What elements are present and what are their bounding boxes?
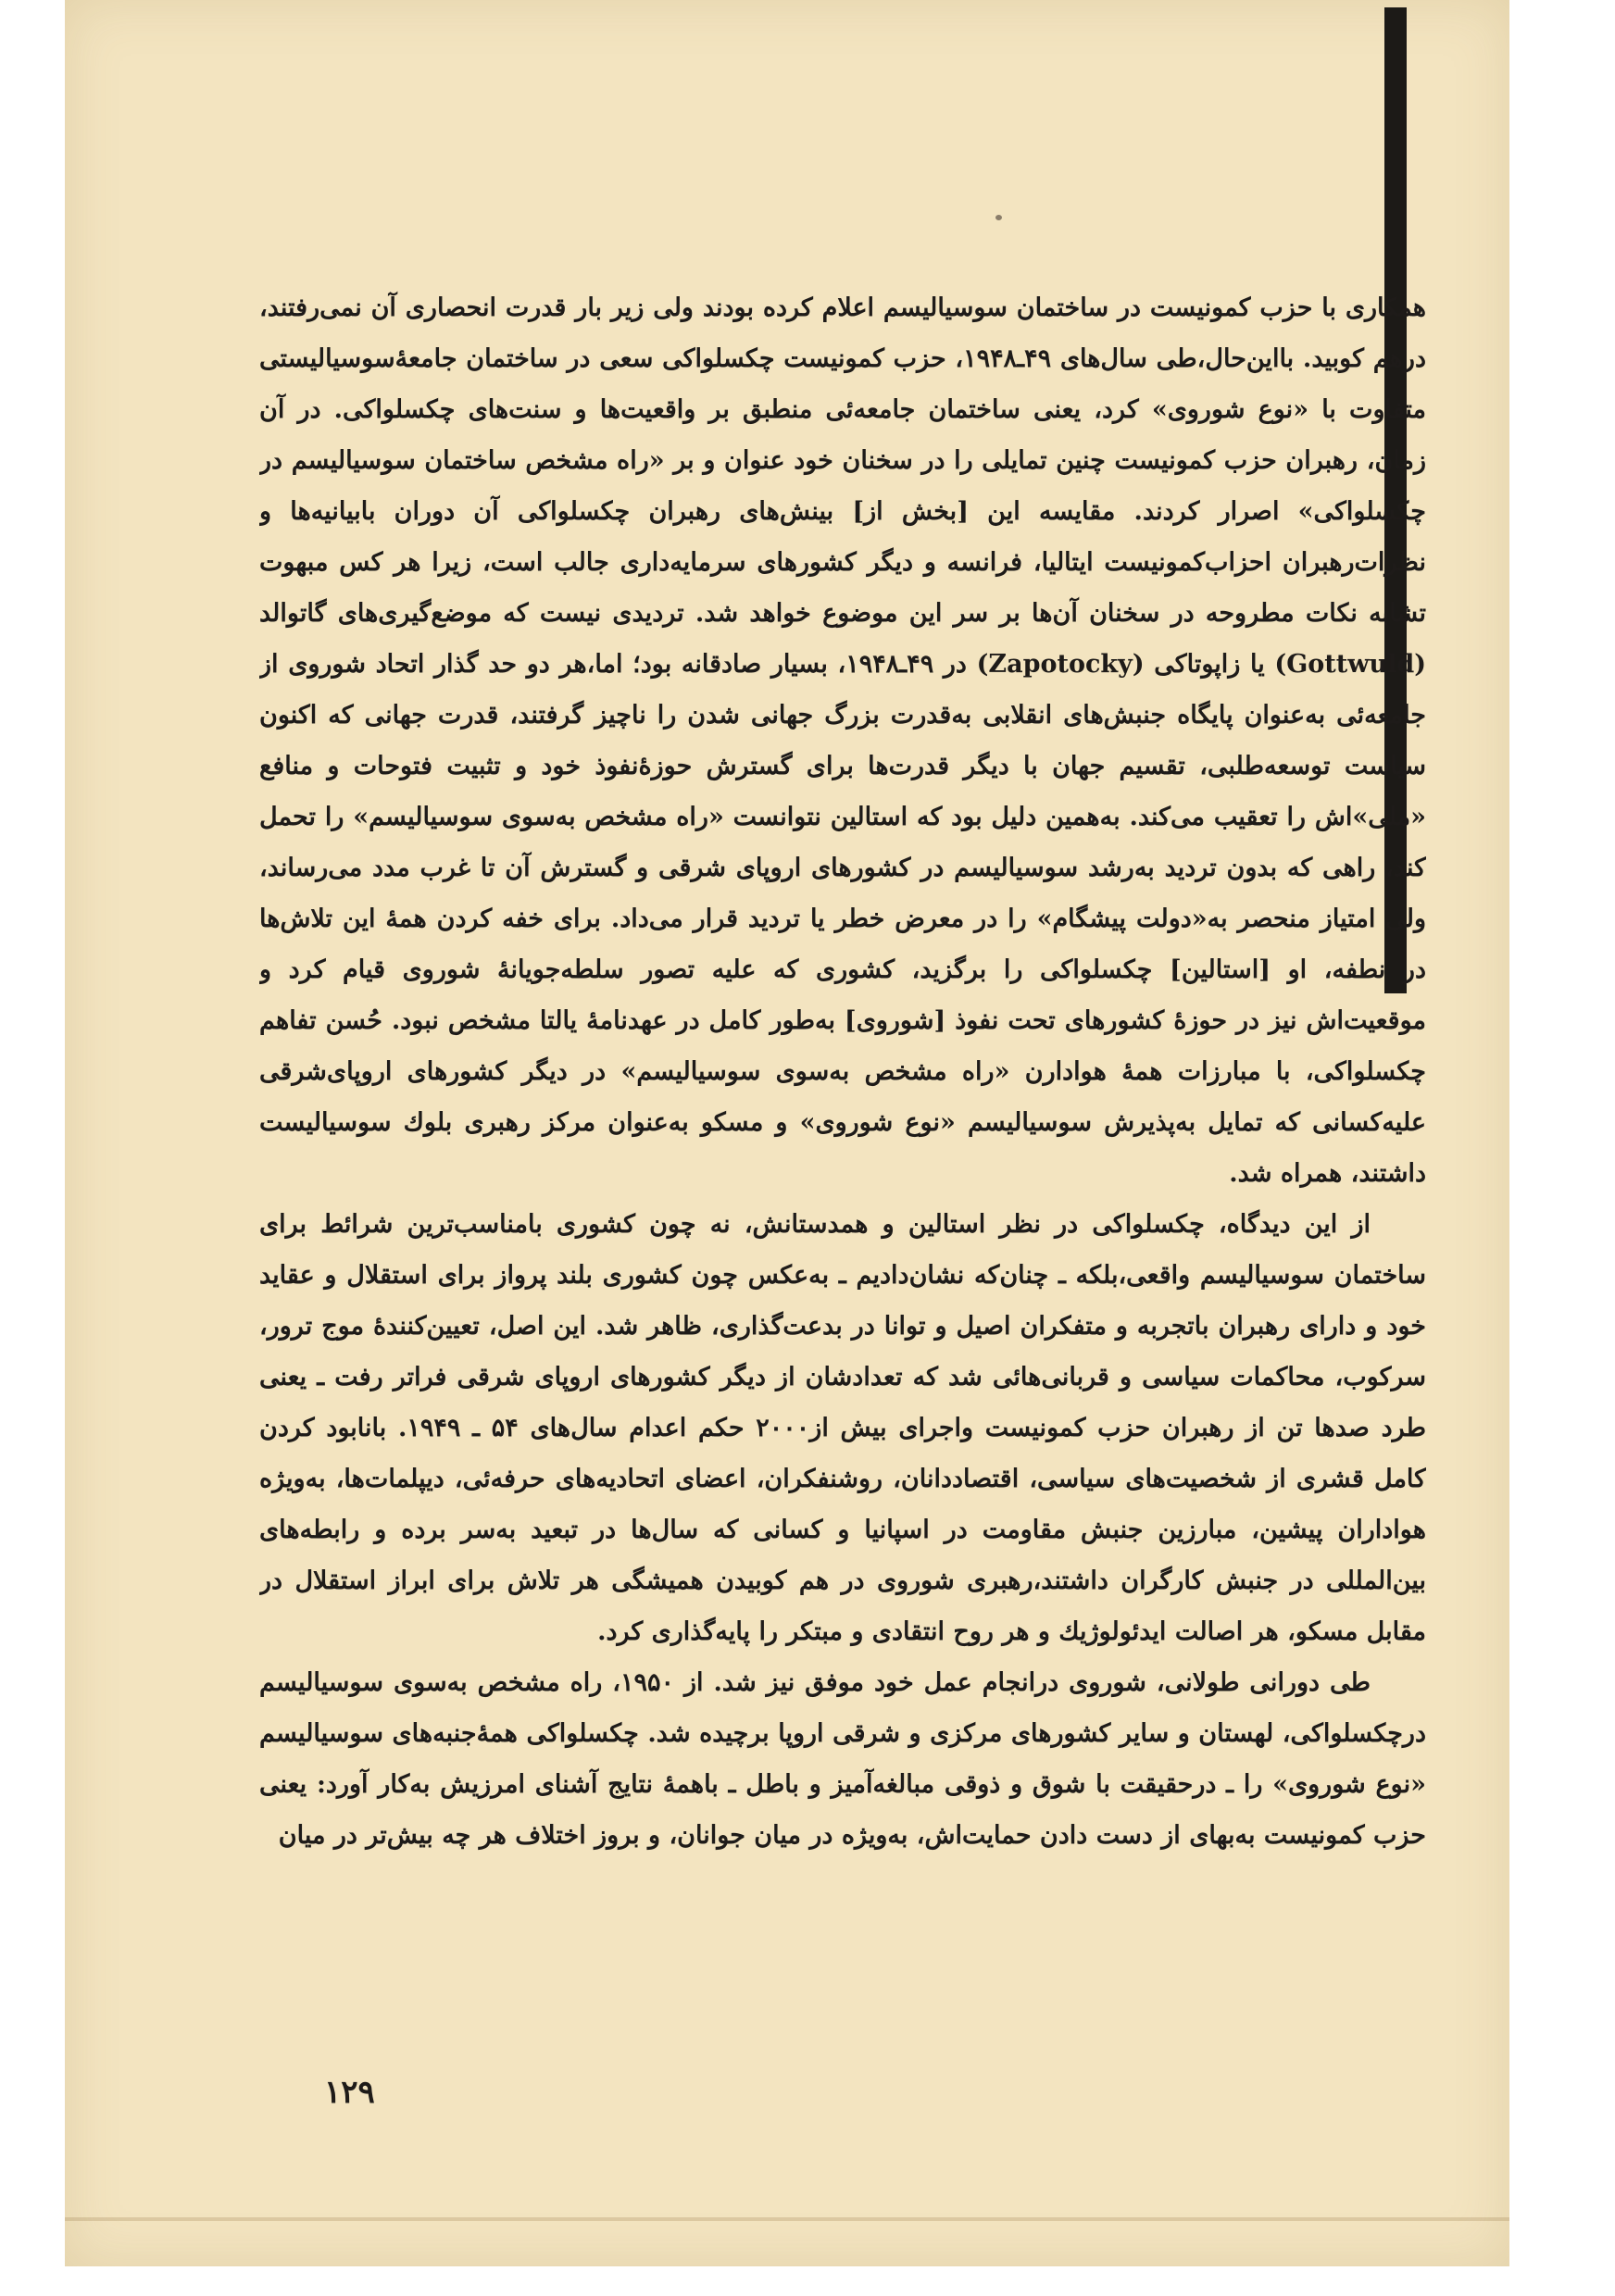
paragraph: همکاری با حزب کمونیست در ساختمان سوسیالیسم اعلام کرده بودند ولی زیر بار قدرت انحصاری آن نمی‌رفتند، درهم کوبید. بااین‌حال،طی سال‌های ۴۹ـ۱۹۴۸، حزب کمونیست چکسلواکی سعی در ساختمان جامعهٔ‌سوسیالیستی متفاوت با «نوع شوروی» کرد، یعنی ساختمان جامعه‌ئی منطبق بر واقعیت‌ها و سنت‌های چکسلواکی. در آن زمان، رهبران حزب کمونیست چنین تمایلی را در سخنان خود عنوان و بر «راه مشخص ساختمان سوسیالیسم در چکسلواکی» اصرار کردند. مقایسه این [بخش از] بینش‌های رهبران چکسلواکی آن دوران بابیانیه‌ها و نظرات‌رهبران احزاب‌کمونیست ایتالیا، فرانسه و دیگر کشورهای سرمایه‌داری جالب است، زیرا هر کس مبهوت تشابه نکات مطروحه در سخنان آن‌ها بر سر این موضوع خواهد شد. تردیدی نیست که موضع‌گیری‌های گاتوالد (Gottwuld) یا زاپوتاکی (Zapotocky) در ۴۹ـ۱۹۴۸، بسیار صادقانه بود؛ اما،هر دو حد گذار اتحاد شوروی از جامعه‌ئی به‌عنوان پایگاه جنبش‌های انقلابی به‌قدرت بزرگ جهانی شدن را ناچیز گرفتند، قدرت جهانی که اکنون سیاست توسعه‌طلبی، تقسیم جهان با دیگر قدرت‌ها برای گسترش حوزهٔ‌نفوذ خود و تثبیت فتوحات و منافع «ملی»اش را تعقیب می‌کند. به‌همین دلیل بود که استالین نتوانست «راه مشخص به‌سوی سوسیالیسم» را تحمل کند، راهی که بدون تردید به‌رشد سوسیالیسم در کشورهای اروپای شرقی و گسترش آن تا غرب مدد می‌رساند، ولی امتیاز منحصر به«دولت پیشگام» را در معرض خطر یا تردید قرار می‌داد. برای خفه کردن همهٔ این تلاش‌ها در نطفه، او [استالین] چکسلواکی را برگزید، کشوری که علیه تصور سلطه‌جویانهٔ شوروی قیام کرد و موقعیت‌اش نیز در حوزهٔ کشورهای تحت نفوذ [شوروی] به‌طور کامل در عهدنامهٔ یالتا مشخص نبود. حُسن تفاهم چکسلواکی، با مبارزات همهٔ هوادارن «راه مشخص به‌سوی سوسیالیسم» در دیگر کشورهای اروپای‌شرقی علیه‌کسانی که تمایل به‌پذیرش سوسیالیسم «نوع شوروی» و مسکو به‌عنوان مرکز رهبری بلوك سوسیالیست داشتند، همراه شد. xyxy=(259,293,1426,1188)
page-number: ۱۲۹ xyxy=(324,2074,375,2111)
scanned-page xyxy=(65,0,1509,2266)
body-text xyxy=(259,282,1426,2143)
paragraph: از این دیدگاه، چکسلواکی در نظر استالین و همدستانش، نه چون کشوری بامناسب‌ترین شرائط برای ساختمان سوسیالیسم واقعی،بلکه ـ چنان‌که نشان‌دادیم ـ به‌عکس چون کشوری بلند پرواز برای استقلال و عقاید خود و دارای رهبران باتجربه و متفکران اصیل و توانا در بدعت‌گذاری، ظاهر شد. این اصل، تعیین‌کنندهٔ موج ترور، سرکوب، محاکمات سیاسی و قربانی‌هائی شد که تعدادشان از دیگر کشورهای اروپای شرقی فراتر رفت ـ یعنی طرد صدها تن از رهبران حزب کمونیست واجرای بیش از۲۰۰۰ حکم اعدام سال‌های ۵۴ ـ ۱۹۴۹. بانابود کردن کامل قشری از شخصیت‌های سیاسی، اقتصاددانان، روشنفکران، اعضای اتحادیه‌های حرفه‌ئی، دیپلمات‌ها، به‌ویژه هواداران پیشین، مبارزین جنبش مقاومت در اسپانیا و کسانی که سال‌ها در تبعید به‌سر برده و رابطه‌های بین‌المللی در جنبش کارگران داشتند،رهبری شوروی در هم کوبیدن همیشگی هر تلاش برای ابراز استقلال در مقابل مسکو، هر اصالت ایدئولوژیك و هر روح انتقادی و مبتکر را پایه‌گذاری کرد. xyxy=(259,1210,1426,1646)
ink-speck xyxy=(995,215,1002,220)
paragraph: طی دورانی طولانی، شوروی درانجام عمل خود موفق نیز شد. از ۱۹۵۰، راه مشخص به‌سوی سوسیالیسم درچکسلواکی، لهستان و سایر کشورهای مرکزی و شرقی اروپا برچیده شد. چکسلواکی همهٔ‌جنبه‌های سوسیالیسم «نوع شوروی» را ـ درحقیقت با شوق و ذوقی مبالغه‌آمیز و باطل ـ باهمهٔ نتایج آشنای امرزیش به‌کار آورد: یعنی حزب کمونیست به‌بهای از دست دادن حمایت‌اش، به‌ویژه در میان جوانان، و بروز اختلاف هر چه بیش‌تر در میان xyxy=(259,1668,1426,1850)
paper-fold xyxy=(65,2217,1509,2221)
